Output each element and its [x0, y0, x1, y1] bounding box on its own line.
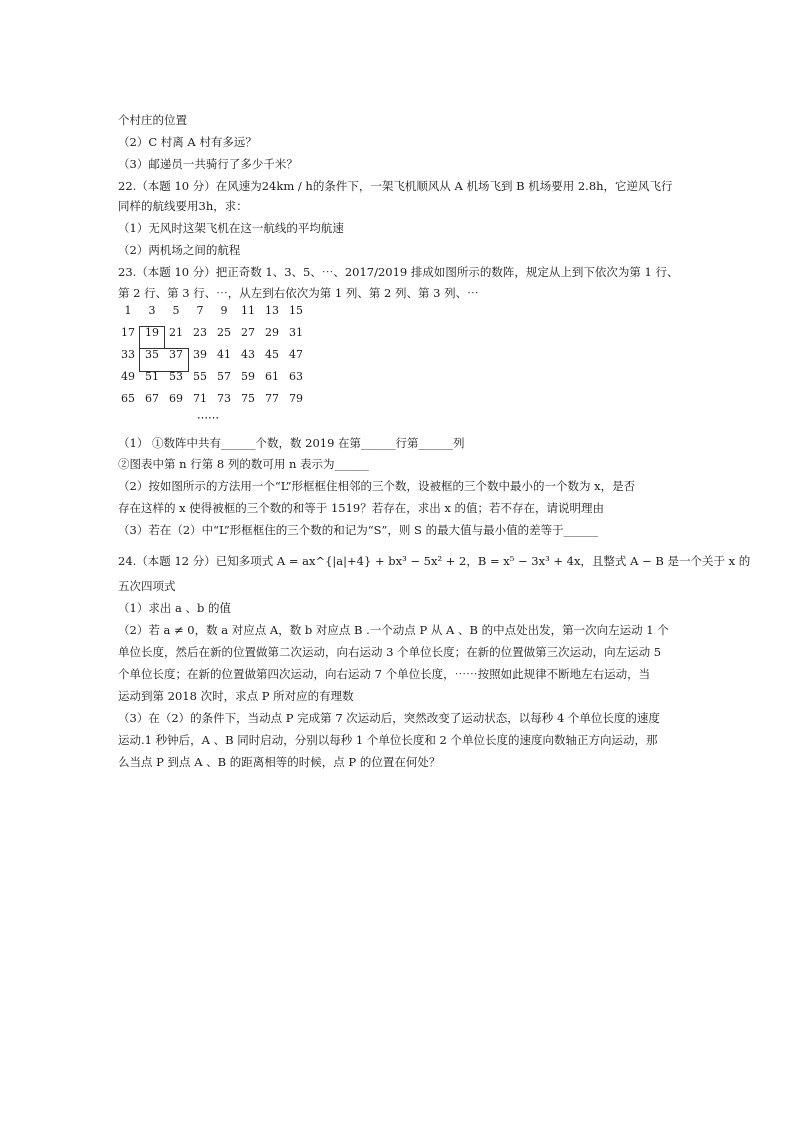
matrix-cell: 49 — [121, 370, 135, 383]
text-line: （2）按如图所示的方法用一个“L”形框框住相邻的三个数，设被框的三个数中最小的一个数为 x，是否 — [118, 479, 636, 493]
text-line: 个单位长度；在新的位置做第四次运动，向右运动 7 个单位长度，⋯⋯按照如此规律不断地左右运动，当 — [118, 667, 651, 681]
text-line: 同样的航线要用3h，求： — [118, 199, 248, 213]
matrix-cell: 41 — [217, 348, 231, 361]
matrix-cell: 37 — [169, 348, 183, 361]
matrix-cell: 35 — [145, 348, 159, 361]
matrix-cell: 69 — [169, 392, 183, 405]
text-line: 单位长度，然后在新的位置做第二次运动，向右运动 3 个单位长度；在新的位置做第三次运动，向左运动 5 — [118, 645, 662, 659]
matrix-cell: 23 — [193, 326, 207, 339]
text-line: 运动到第 2018 次时，求点 P 所对应的有理数 — [118, 689, 354, 703]
matrix-cell: 47 — [289, 348, 303, 361]
matrix-cell: 75 — [241, 392, 255, 405]
question-22-line: 22.（本题 10 分）在风速为24km / h的条件下，一架飞机顺风从 A 机场飞到 B 机场要用 2.8h，它逆风飞行 — [118, 179, 673, 193]
matrix-cell: 51 — [145, 370, 159, 383]
matrix-cell: 63 — [289, 370, 303, 383]
matrix-cell: 55 — [193, 370, 207, 383]
text-line: 个村庄的位置 — [118, 113, 187, 127]
matrix-cell: 45 — [265, 348, 279, 361]
matrix-cell: 25 — [217, 326, 231, 339]
matrix-cell: 13 — [265, 304, 279, 317]
matrix-cell: 15 — [289, 304, 303, 317]
matrix-cell: 7 — [196, 304, 204, 317]
matrix-cell: 67 — [145, 392, 159, 405]
matrix-cell: 43 — [241, 348, 255, 361]
ellipsis: ⋯⋯ — [197, 411, 219, 424]
text-line: （3）在（2）的条件下，当动点 P 完成第 7 次运动后，突然改变了运动状态，以每秒 4 个单位长度的速度 — [118, 711, 660, 725]
matrix-cell: 53 — [169, 370, 183, 383]
matrix-cell: 1 — [124, 304, 132, 317]
text-line: （2）C 村离 A 村有多远？ — [118, 135, 257, 149]
matrix-cell: 71 — [193, 392, 207, 405]
matrix-cell: 27 — [241, 326, 255, 339]
matrix-cell: 73 — [217, 392, 231, 405]
matrix-cell: 57 — [217, 370, 231, 383]
matrix-cell: 9 — [220, 304, 228, 317]
matrix-cell: 19 — [145, 326, 159, 339]
text-line: （3）邮递员一共骑行了多少千米？ — [118, 157, 298, 171]
text-line: （1） ①数阵中共有______个数，数 2019 在第______行第______列 — [118, 436, 465, 450]
matrix-cell: 3 — [148, 304, 156, 317]
matrix-cell: 65 — [121, 392, 135, 405]
matrix-cell: 33 — [121, 348, 135, 361]
matrix-cell: 5 — [172, 304, 180, 317]
matrix-cell: 31 — [289, 326, 303, 339]
matrix-cell: 77 — [265, 392, 279, 405]
matrix-cell: 39 — [193, 348, 207, 361]
matrix-cell: 17 — [121, 326, 135, 339]
text-line: 五次四项式 — [118, 579, 176, 593]
matrix-cell: 21 — [169, 326, 183, 339]
matrix-cell: 79 — [289, 392, 303, 405]
text-line: （1）求出 a 、b 的值 — [118, 601, 232, 615]
text-line: （1）无风时这架飞机在这一航线的平均航速 — [118, 221, 344, 235]
matrix-cell: 11 — [241, 304, 255, 317]
text-line: （2）若 a ≠ 0，数 a 对应点 A，数 b 对应点 B .一个动点 P 从 A 、B 的中点处出发，第一次向左运动 1 个 — [118, 623, 669, 637]
text-line: （3）若在（2）中“L”形框框住的三个数的和记为“S”，则 S 的最大值与最小值的差等于______ — [118, 523, 599, 537]
text-line: 存在这样的 x 使得被框的三个数的和等于 1519？若存在，求出 x 的值；若不存在，请说明理由 — [118, 501, 605, 515]
text-line: （2）两机场之间的航程 — [118, 243, 241, 257]
matrix-cell: 29 — [265, 326, 279, 339]
text-line: 运动.1 秒钟后，A 、B 同时启动，分别以每秒 1 个单位长度和 2 个单位长度的速度向数轴正方向运动，那 — [118, 733, 658, 747]
question-24-line: 24.（本题 12 分）已知多项式 A = ax^{|a|+4} + bx³ − 5x² + 2，B = x⁵ − 3x³ + 4x，且整式 A − B 是一个关于 x 的 — [118, 554, 751, 568]
text-line: ②图表中第 n 行第 8 列的数可用 n 表示为______ — [118, 457, 370, 471]
text-line: 么当点 P 到点 A 、B 的距离相等的时候，点 P 的位置在何处？ — [118, 755, 441, 769]
matrix-cell: 61 — [265, 370, 279, 383]
text-line: 第 2 行、第 3 行、⋯，从左到右依次为第 1 列、第 2 列、第 3 列、⋯ — [118, 286, 479, 300]
matrix-cell: 59 — [241, 370, 255, 383]
question-23-line: 23.（本题 10 分）把正奇数 1、3、5、⋯、2017/2019 排成如图所示的数阵，规定从上到下依次为第 1 行、 — [118, 265, 679, 279]
